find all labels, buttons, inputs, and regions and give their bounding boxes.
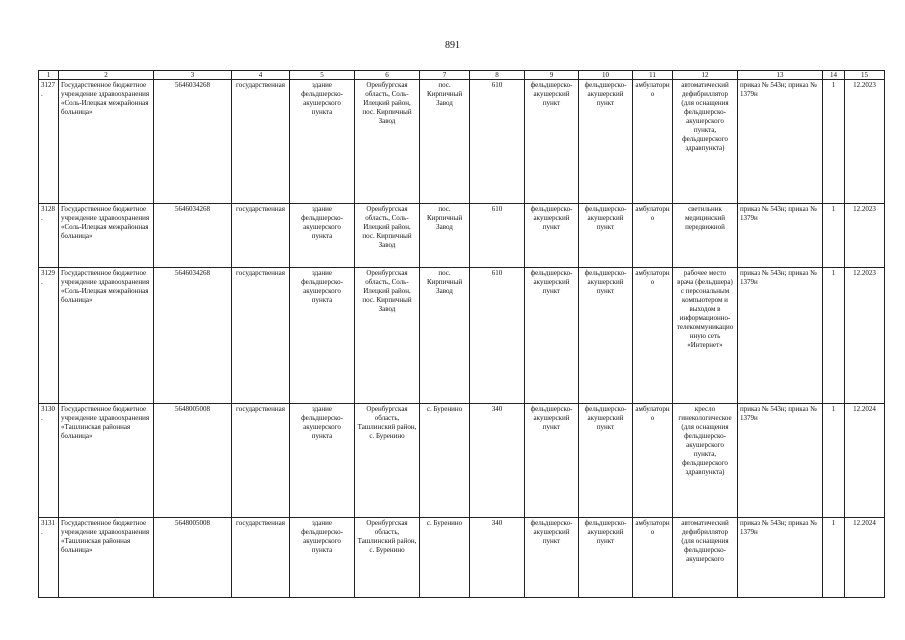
orders: приказ № 543н; приказ № 1379н <box>738 204 823 268</box>
orders: приказ № 543н; приказ № 1379н <box>738 404 823 518</box>
column-header: 7 <box>420 71 470 80</box>
address: Оренбургская область, Соль-Илецкий район, пос. Кирпичный Завод <box>355 204 420 268</box>
population: 340 <box>470 404 525 518</box>
unit-type: фельдшерско-акушерский пункт <box>525 268 579 404</box>
building: здание фельдшерско-акушерского пункта <box>290 80 355 204</box>
quantity: 1 <box>823 204 845 268</box>
row-number: 3130. <box>39 404 59 518</box>
deadline: 12.2023 <box>845 204 885 268</box>
ownership: государственная <box>232 204 290 268</box>
table-row <box>39 80 885 204</box>
column-header: 1 <box>39 71 59 80</box>
column-header: 9 <box>525 71 579 80</box>
quantity: 1 <box>823 404 845 518</box>
orders: приказ № 543н; приказ № 1379н <box>738 268 823 404</box>
table-row <box>39 204 885 268</box>
unit-type: фельдшерско-акушерский пункт <box>525 204 579 268</box>
department: фельдшерско-акушерский пункт <box>579 518 633 598</box>
quantity: 1 <box>823 518 845 598</box>
row-number: 3129. <box>39 268 59 404</box>
ownership: государственная <box>232 80 290 204</box>
column-header: 2 <box>59 71 154 80</box>
quantity: 1 <box>823 80 845 204</box>
equipment: автоматический дефибриллятор (для оснащения фельдшерско-акушерского <box>673 518 738 598</box>
department: фельдшерско-акушерский пункт <box>579 268 633 404</box>
care-condition: амбулаторно <box>633 80 673 204</box>
column-header: 15 <box>845 71 885 80</box>
ownership: государственная <box>232 518 290 598</box>
care-condition: амбулаторно <box>633 204 673 268</box>
column-header: 12 <box>673 71 738 80</box>
building: здание фельдшерско-акушерского пункта <box>290 404 355 518</box>
deadline: 12.2024 <box>845 518 885 598</box>
column-header: 6 <box>355 71 420 80</box>
quantity: 1 <box>823 268 845 404</box>
column-header: 13 <box>738 71 823 80</box>
building: здание фельдшерско-акушерского пункта <box>290 268 355 404</box>
address: Оренбургская область, Ташлинский район, с. Буренино <box>355 404 420 518</box>
care-condition: амбулаторно <box>633 268 673 404</box>
settlement: пос. Кирпичный Завод <box>420 204 470 268</box>
institution-name: Государственное бюджетное учреждение здравоохранения «Соль-Илецкая межрайонная больница» <box>59 268 154 404</box>
department: фельдшерско-акушерский пункт <box>579 204 633 268</box>
equipment: рабочее место врача (фельдшера) с персональным компьютером и выходом в информационно-телекоммуникационную сеть «Интернет» <box>673 268 738 404</box>
deadline: 12.2023 <box>845 80 885 204</box>
institution-name: Государственное бюджетное учреждение здравоохранения «Соль-Илецкая межрайонная больница» <box>59 80 154 204</box>
institution-name: Государственное бюджетное учреждение здравоохранения «Ташлинская районная больница» <box>59 404 154 518</box>
deadline: 12.2023 <box>845 268 885 404</box>
settlement: пос. Кирпичный Завод <box>420 80 470 204</box>
inn: 5646034268 <box>154 268 232 404</box>
column-header: 11 <box>633 71 673 80</box>
column-header: 14 <box>823 71 845 80</box>
unit-type: фельдшерско-акушерский пункт <box>525 518 579 598</box>
settlement: с. Буренино <box>420 518 470 598</box>
page-number: 891 <box>445 40 460 51</box>
department: фельдшерско-акушерский пункт <box>579 80 633 204</box>
inn: 5648005008 <box>154 404 232 518</box>
orders: приказ № 543н; приказ № 1379н <box>738 518 823 598</box>
equipment: автоматический дефибриллятор (для оснащения фельдшерско-акушерского пункта, фельдшерского здравпункта) <box>673 80 738 204</box>
population: 610 <box>470 204 525 268</box>
column-header: 5 <box>290 71 355 80</box>
row-number: 3127. <box>39 80 59 204</box>
address: Оренбургская область, Соль-Илецкий район, пос. Кирпичный Завод <box>355 268 420 404</box>
building: здание фельдшерско-акушерского пункта <box>290 518 355 598</box>
inn: 5646034268 <box>154 80 232 204</box>
equipment: кресло гинекологическое (для оснащения фельдшерско-акушерского пункта, фельдшерского здравпункта) <box>673 404 738 518</box>
table-row <box>39 268 885 404</box>
unit-type: фельдшерско-акушерский пункт <box>525 404 579 518</box>
care-condition: амбулаторно <box>633 518 673 598</box>
address: Оренбургская область, Ташлинский район, с. Буренино <box>355 518 420 598</box>
column-header: 4 <box>232 71 290 80</box>
row-number: 3128. <box>39 204 59 268</box>
row-number: 3131. <box>39 518 59 598</box>
address: Оренбургская область, Соль-Илецкий район, пос. Кирпичный Завод <box>355 80 420 204</box>
population: 340 <box>470 518 525 598</box>
deadline: 12.2024 <box>845 404 885 518</box>
population: 610 <box>470 268 525 404</box>
orders: приказ № 543н; приказ № 1379н <box>738 80 823 204</box>
table-row <box>39 518 885 598</box>
table-row <box>39 404 885 518</box>
column-header: 3 <box>154 71 232 80</box>
header-row <box>39 71 885 80</box>
building: здание фельдшерско-акушерского пункта <box>290 204 355 268</box>
unit-type: фельдшерско-акушерский пункт <box>525 80 579 204</box>
care-condition: амбулаторно <box>633 404 673 518</box>
column-header: 8 <box>470 71 525 80</box>
equipment: светильник медицинский передвижной <box>673 204 738 268</box>
ownership: государственная <box>232 404 290 518</box>
inn: 5646034268 <box>154 204 232 268</box>
population: 610 <box>470 80 525 204</box>
settlement: пос. Кирпичный Завод <box>420 268 470 404</box>
inn: 5648005008 <box>154 518 232 598</box>
institution-name: Государственное бюджетное учреждение здравоохранения «Соль-Илецкая межрайонная больница» <box>59 204 154 268</box>
column-header: 10 <box>579 71 633 80</box>
institution-name: Государственное бюджетное учреждение здравоохранения «Ташлинская районная больница» <box>59 518 154 598</box>
department: фельдшерско-акушерский пункт <box>579 404 633 518</box>
ownership: государственная <box>232 268 290 404</box>
settlement: с. Буренино <box>420 404 470 518</box>
registry-table <box>38 70 885 598</box>
